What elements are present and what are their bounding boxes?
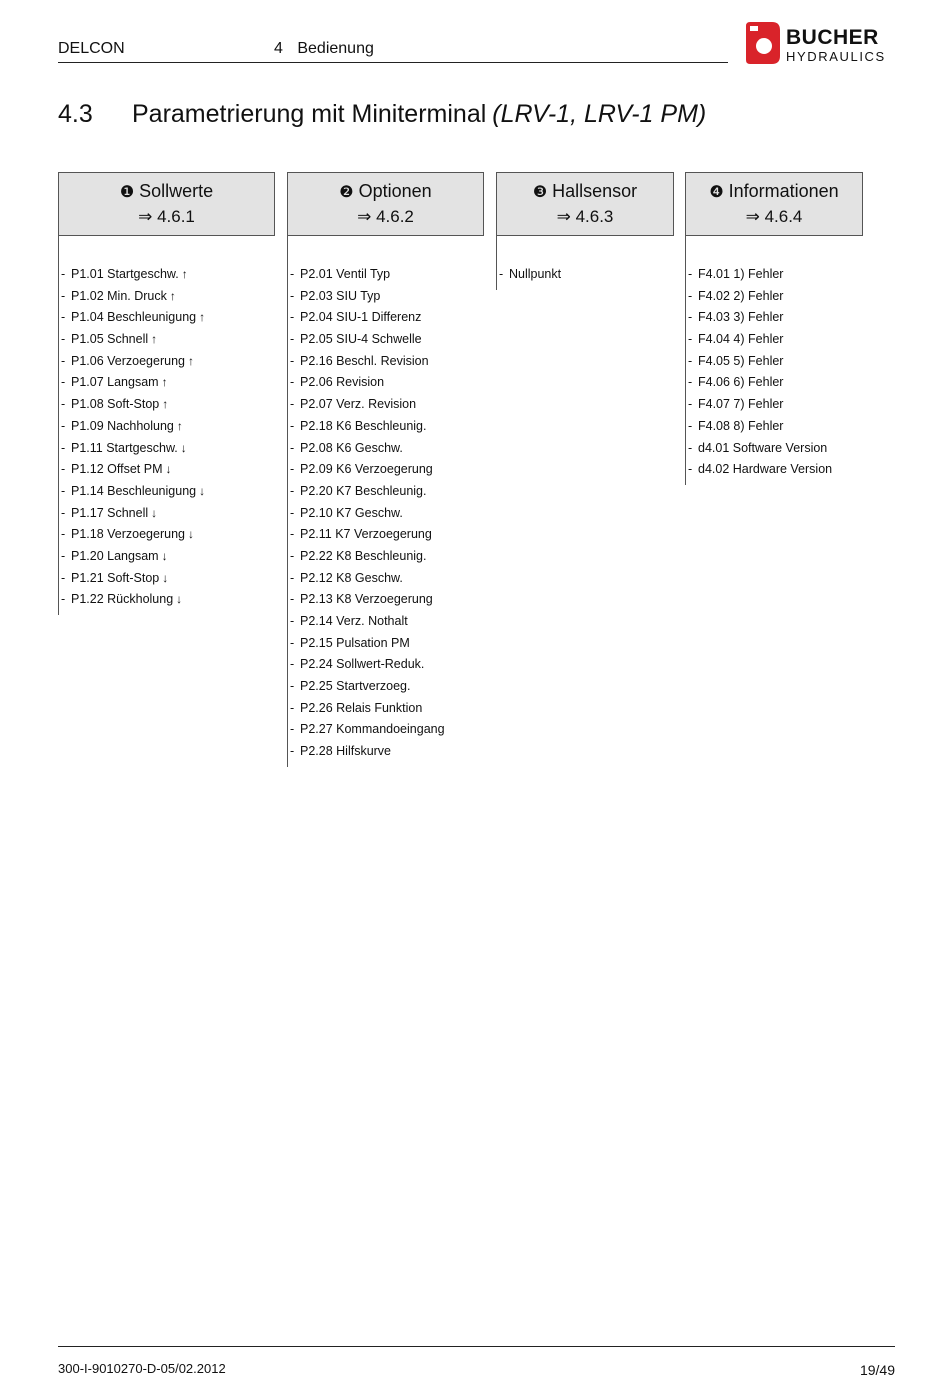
parameter-label: P1.04 Beschleunigung	[71, 310, 197, 325]
column-title	[59, 180, 274, 204]
list-bullet: -	[290, 614, 295, 628]
logo-text-hydraulics: HYDRAULICS	[786, 49, 886, 64]
list-bullet: -	[61, 418, 66, 433]
parameter-label: P2.27 Kommandoeingang	[300, 722, 445, 737]
column-reference: ⇒ 4.6.2	[357, 207, 414, 226]
list-bullet: -	[61, 440, 66, 455]
bucher-logo	[746, 22, 896, 66]
arrow-up-icon: ↑	[161, 375, 168, 390]
list-bullet: -	[688, 462, 693, 477]
parameter-label: P2.15 Pulsation PM	[300, 635, 410, 650]
parameter-label: P2.16 Beschl. Revision	[300, 353, 429, 368]
parameter-label: F4.07 7) Fehler	[698, 397, 784, 412]
parameter-label: F4.01 1) Fehler	[698, 267, 784, 281]
parameter-list	[685, 236, 863, 485]
list-bullet: -	[688, 418, 693, 433]
list-item	[59, 546, 275, 568]
parameter-label: P2.09 K6 Verzoegerung	[300, 462, 433, 477]
list-bullet: -	[61, 267, 66, 281]
list-item	[288, 698, 484, 720]
list-bullet: -	[290, 440, 295, 455]
list-bullet: -	[290, 679, 295, 694]
list-item	[497, 264, 674, 286]
parameter-label: F4.08 8) Fehler	[698, 418, 784, 433]
list-bullet: -	[290, 353, 295, 368]
list-item	[288, 741, 484, 763]
list-item	[288, 307, 484, 329]
chapter-number: 4	[274, 40, 283, 57]
footer-doc-id: 300-I-9010270-D-05/02.2012	[58, 1361, 226, 1376]
list-bullet: -	[61, 353, 66, 368]
list-item	[59, 524, 275, 546]
list-bullet: -	[290, 657, 295, 672]
logo-text-bucher: BUCHER	[786, 26, 879, 49]
list-bullet: -	[290, 267, 295, 281]
list-item	[288, 351, 484, 373]
list-item	[59, 307, 275, 329]
circled-number-icon: ❸	[532, 184, 548, 201]
column-hallsensor	[496, 172, 674, 290]
list-item	[686, 307, 863, 329]
list-bullet: -	[61, 527, 66, 542]
arrow-down-icon: ↓	[151, 505, 158, 520]
list-bullet: -	[290, 505, 295, 520]
parameter-label: P1.17 Schnell	[71, 505, 149, 520]
column-reference: ⇒ 4.6.4	[745, 207, 803, 226]
list-item	[288, 416, 484, 438]
list-item	[288, 372, 484, 394]
list-item	[288, 719, 484, 741]
list-item	[686, 264, 863, 286]
list-bullet: -	[61, 332, 66, 347]
column-optionen	[287, 172, 484, 767]
header-product: DELCON	[58, 40, 125, 57]
circled-number-icon: ❹	[709, 184, 724, 201]
circled-number-icon: ❶	[119, 184, 135, 201]
parameter-label: F4.05 5) Fehler	[698, 353, 784, 368]
list-bullet: -	[290, 527, 295, 542]
arrow-up-icon: ↑	[169, 288, 176, 303]
list-item	[288, 459, 484, 481]
parameter-label: P2.18 K6 Beschleunig.	[300, 418, 427, 433]
parameter-label: P1.14 Beschleunigung	[71, 483, 197, 498]
list-item	[59, 568, 275, 590]
parameter-label: P1.21 Soft-Stop	[71, 570, 160, 585]
list-bullet: -	[290, 310, 295, 325]
list-bullet: -	[61, 397, 66, 412]
column-header-box	[58, 172, 275, 236]
parameter-label: P2.12 K8 Geschw.	[300, 570, 403, 585]
list-item	[59, 329, 275, 351]
list-item	[59, 264, 275, 286]
list-item	[288, 568, 484, 590]
parameter-label: P2.28 Hilfskurve	[300, 744, 392, 759]
list-item	[288, 503, 484, 525]
arrow-down-icon: ↓	[161, 548, 168, 563]
parameter-label: P1.01 Startgeschw.	[71, 267, 179, 281]
list-item	[288, 589, 484, 611]
list-item	[686, 438, 863, 460]
list-item	[288, 394, 484, 416]
list-item	[288, 329, 484, 351]
list-bullet: -	[290, 700, 295, 715]
section-title: Parametrierung mit Miniterminal	[132, 100, 487, 128]
arrow-up-icon: ↑	[181, 267, 188, 281]
column-informationen	[685, 172, 863, 485]
list-item	[59, 589, 275, 611]
parameter-label: P2.03 SIU Typ	[300, 288, 381, 303]
list-item	[59, 481, 275, 503]
parameter-list	[58, 236, 275, 615]
list-item	[686, 351, 863, 373]
column-header-box	[287, 172, 484, 236]
list-bullet: -	[290, 635, 295, 650]
list-bullet: -	[61, 375, 66, 390]
arrow-down-icon: ↓	[176, 592, 183, 607]
list-bullet: -	[61, 570, 66, 585]
parameter-list	[287, 236, 484, 767]
list-bullet: -	[290, 462, 295, 477]
list-bullet: -	[290, 418, 295, 433]
section-heading	[58, 100, 706, 129]
list-item	[59, 503, 275, 525]
parameter-label: P1.22 Rückholung	[71, 592, 174, 607]
list-bullet: -	[688, 332, 693, 347]
list-item	[59, 394, 275, 416]
parameter-label: P2.05 SIU-4 Schwelle	[300, 332, 422, 347]
parameter-label: P1.06 Verzoegerung	[71, 353, 185, 368]
parameter-label: F4.02 2) Fehler	[698, 288, 784, 303]
header-rule	[58, 62, 728, 63]
list-bullet: -	[290, 397, 295, 412]
list-bullet: -	[688, 353, 693, 368]
list-bullet: -	[61, 288, 66, 303]
arrow-down-icon: ↓	[199, 483, 206, 498]
list-bullet: -	[290, 548, 295, 563]
chapter-title: Bedienung	[297, 40, 374, 57]
list-bullet: -	[290, 722, 295, 737]
list-bullet: -	[688, 267, 693, 281]
arrow-up-icon: ↑	[176, 418, 183, 433]
parameter-label: F4.06 6) Fehler	[698, 375, 784, 390]
list-item	[59, 351, 275, 373]
list-item	[59, 372, 275, 394]
list-item	[59, 286, 275, 308]
list-item	[288, 524, 484, 546]
footer-rule	[58, 1346, 895, 1347]
list-item	[686, 459, 863, 481]
list-item	[686, 329, 863, 351]
arrow-down-icon: ↓	[180, 440, 187, 455]
column-title-text: Informationen	[728, 181, 839, 201]
parameter-list	[496, 236, 674, 290]
list-item	[59, 438, 275, 460]
parameter-label: P1.18 Verzoegerung	[71, 527, 185, 542]
list-item	[288, 438, 484, 460]
list-item	[288, 264, 484, 286]
header-chapter	[274, 40, 374, 58]
list-bullet: -	[61, 548, 66, 563]
parameter-label: P1.12 Offset PM	[71, 462, 163, 477]
column-title-text: Sollwerte	[139, 181, 214, 201]
list-item	[59, 416, 275, 438]
list-item	[686, 286, 863, 308]
list-item	[288, 633, 484, 655]
list-bullet: -	[290, 570, 295, 585]
section-subtitle: (LRV-1, LRV-1 PM)	[492, 100, 707, 128]
list-item	[686, 372, 863, 394]
parameter-label: P1.09 Nachholung	[71, 418, 174, 433]
list-bullet: -	[688, 288, 693, 303]
list-bullet: -	[61, 505, 66, 520]
list-bullet: -	[688, 397, 693, 412]
circled-number-icon: ❷	[339, 184, 354, 201]
list-bullet: -	[688, 375, 693, 390]
parameter-label: P2.01 Ventil Typ	[300, 267, 391, 281]
list-bullet: -	[290, 592, 295, 607]
list-item	[288, 654, 484, 676]
column-title	[288, 180, 483, 204]
column-title-text: Optionen	[358, 181, 432, 201]
list-bullet: -	[290, 744, 295, 759]
parameter-label: F4.03 3) Fehler	[698, 310, 784, 325]
list-item	[686, 416, 863, 438]
arrow-down-icon: ↓	[162, 570, 169, 585]
arrow-down-icon: ↓	[187, 527, 194, 542]
parameter-label: P1.08 Soft-Stop	[71, 397, 160, 412]
parameter-label: d4.02 Hardware Version	[698, 462, 833, 477]
list-item	[288, 546, 484, 568]
list-bullet: -	[290, 375, 295, 390]
parameter-label: P1.05 Schnell	[71, 332, 149, 347]
list-bullet: -	[290, 288, 295, 303]
list-bullet: -	[688, 310, 693, 325]
arrow-up-icon: ↑	[162, 397, 169, 412]
arrow-up-icon: ↑	[199, 310, 206, 325]
parameter-label: P2.10 K7 Geschw.	[300, 505, 403, 520]
column-sollwerte	[58, 172, 275, 615]
parameter-label: P1.20 Langsam	[71, 548, 159, 563]
column-reference: ⇒ 4.6.3	[556, 207, 614, 226]
parameter-label: P2.22 K8 Beschleunig.	[300, 548, 427, 563]
list-bullet: -	[499, 267, 504, 281]
arrow-down-icon: ↓	[165, 462, 172, 477]
column-header-box	[496, 172, 674, 236]
list-item	[288, 676, 484, 698]
parameter-label: P2.14 Verz. Nothalt	[300, 614, 408, 628]
parameter-label: P2.06 Revision	[300, 375, 385, 390]
column-title-text: Hallsensor	[552, 181, 638, 201]
list-item	[686, 394, 863, 416]
footer-page-number: 19/49	[859, 1362, 895, 1378]
column-title	[686, 180, 862, 204]
column-reference: ⇒ 4.6.1	[138, 207, 195, 226]
parameter-label: P2.20 K7 Beschleunig.	[300, 483, 427, 498]
list-item	[288, 286, 484, 308]
list-bullet: -	[61, 310, 66, 325]
list-bullet: -	[290, 483, 295, 498]
list-item	[59, 459, 275, 481]
section-number: 4.3	[58, 100, 93, 128]
list-item	[288, 481, 484, 503]
parameter-label: P2.07 Verz. Revision	[300, 397, 417, 412]
list-bullet: -	[61, 483, 66, 498]
list-item	[288, 611, 484, 633]
column-header-box	[685, 172, 863, 236]
list-bullet: -	[688, 440, 693, 455]
parameter-label: P2.25 Startverzoeg.	[300, 679, 411, 694]
parameter-label: P1.11 Startgeschw.	[71, 440, 178, 455]
list-bullet: -	[61, 462, 66, 477]
parameter-label: P2.04 SIU-1 Differenz	[300, 310, 422, 325]
parameter-label: F4.04 4) Fehler	[698, 332, 784, 347]
list-bullet: -	[61, 592, 66, 607]
bucher-logo-icon	[746, 22, 780, 64]
list-bullet: -	[290, 332, 295, 347]
parameter-label: d4.01 Software Version	[698, 440, 828, 455]
parameter-label: Nullpunkt	[509, 267, 562, 281]
parameter-label: P2.08 K6 Geschw.	[300, 440, 403, 455]
column-title	[497, 180, 673, 204]
arrow-up-icon: ↑	[151, 332, 158, 347]
parameter-label: P1.02 Min. Druck	[71, 288, 167, 303]
parameter-label: P2.13 K8 Verzoegerung	[300, 592, 433, 607]
parameter-label: P2.24 Sollwert-Reduk.	[300, 657, 425, 672]
parameter-label: P2.11 K7 Verzoegerung	[300, 527, 432, 542]
arrow-up-icon: ↑	[187, 353, 194, 368]
parameter-label: P2.26 Relais Funktion	[300, 700, 423, 715]
parameter-label: P1.07 Langsam	[71, 375, 159, 390]
